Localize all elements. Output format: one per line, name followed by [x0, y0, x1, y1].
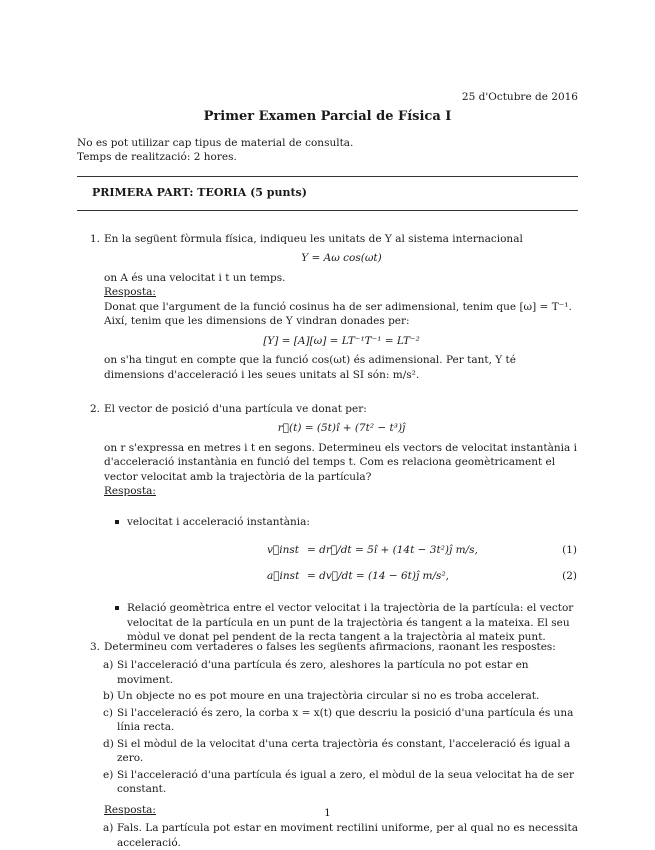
answer-conclusion: on s'ha tingut en compte que la funció cos(ωt) és adimensional. Per tant, Y té dimensions d'acceleració i les seues unitats al SI són: m/s².	[104, 354, 516, 381]
statement-item	[103, 658, 579, 687]
equation-rhs: = dr⃗/dt = 5î + (14t − 3t²)ĵ m/s,	[307, 544, 478, 557]
question-note: on A és una velocitat i t un temps.	[104, 271, 286, 284]
divider-top	[77, 176, 578, 177]
statement-text: Si l'acceleració d'una partícula és zero, aleshores la partícula no pot estar en moviment.	[117, 659, 529, 686]
statement-item	[103, 737, 579, 766]
question-note: on r s'expressa en metres i t en segons. Determineu els vectors de velocitat instantània i d'acceleració instantània en funció del temps t. Com es relaciona geomètricament el vector velocitat amb la trajectòria de la partícula?	[104, 441, 577, 483]
statement-label: c)	[103, 706, 113, 719]
statement-label: a)	[103, 659, 114, 672]
question-text: El vector de posició d'una partícula ve donat per:	[104, 403, 367, 415]
question-number: 2.	[90, 403, 101, 415]
answer-item-text: Fals. La partícula pot estar en moviment rectilini uniforme, per al qual no es necessita acceleració.	[117, 822, 578, 849]
answer-label: Resposta:	[104, 485, 156, 498]
page-number: 1	[324, 807, 331, 819]
equation-row	[77, 543, 579, 563]
equation: Y = Aω cos(ωt)	[301, 252, 382, 265]
question-1	[77, 232, 579, 382]
statement-text: Si el mòdul de la velocitat d'una certa trajectòria és constant, l'acceleració és igual a zero.	[117, 737, 571, 765]
instruction-line: No es pot utilizar cap tipus de material de consulta.	[77, 137, 354, 149]
equation-rhs: = dv⃗/dt = (14 − 6t)ĵ m/s²,	[307, 570, 449, 583]
page-title: Primer Examen Parcial de Física I	[203, 109, 452, 124]
statement-item	[103, 689, 579, 703]
bullet-text: velocitat i acceleració instantània:	[127, 516, 310, 528]
statement-label: b)	[103, 690, 114, 703]
statement-item	[103, 768, 579, 797]
answer-label: Resposta:	[104, 286, 156, 299]
question-number: 1.	[90, 233, 101, 245]
equation-row	[77, 569, 579, 589]
bullet-text: Relació geomètrica entre el vector velocitat i la trajectòria de la partícula: el vector velocitat de la partícula en un punt de la trajectòria és tangent a la mateixa. El seu mòdul ve donat pel pendent de la recta tangent a la trajectòria al mateix punt.	[127, 602, 574, 644]
question-number: 3.	[90, 641, 101, 653]
equation-number: (1)	[562, 544, 577, 557]
equation: r⃗(t) = (5t)î + (7t² − t³)ĵ	[277, 422, 406, 435]
divider-bottom	[77, 210, 578, 211]
statement-item	[103, 706, 579, 735]
question-2	[77, 402, 579, 499]
answer-label: Resposta:	[104, 803, 156, 816]
statement-text: Si l'acceleració és zero, la corba x = x(t) que descriu la posició d'una partícula és una línia recta.	[117, 706, 574, 734]
bullet-item	[127, 601, 579, 644]
equation-number: (2)	[562, 570, 577, 583]
statement-label: e)	[103, 768, 114, 781]
equation-lhs: a⃗inst	[267, 570, 300, 583]
answer-item-label: a)	[103, 822, 114, 835]
instructions	[77, 136, 577, 165]
bullet-icon	[115, 606, 119, 610]
answer-2-body	[77, 515, 579, 645]
equation-lhs: v⃗inst	[267, 544, 299, 557]
bullet-item	[127, 515, 579, 529]
exam-date: 25 d'Octubre de 2016	[461, 91, 578, 103]
question-text: Determineu com vertaderes o falses les següents afirmacions, raonant les respostes:	[104, 641, 556, 653]
answer-item	[103, 821, 579, 850]
statement-label: d)	[103, 737, 114, 750]
question-text: En la següent fòrmula física, indiqueu les unitats de Y al sistema internacional	[104, 233, 523, 245]
statement-text: Un objecte no es pot moure en una trajectòria circular si no es troba accelerat.	[117, 690, 540, 703]
section-heading: PRIMERA PART: TEORIA (5 punts)	[92, 186, 307, 199]
instruction-line: Temps de realització: 2 hores.	[77, 151, 237, 164]
answer-equation: [Y] = [A][ω] = LT⁻¹T⁻¹ = LT⁻²	[263, 334, 420, 347]
statement-text: Si l'acceleració d'una partícula és igual a zero, el mòdul de la seua velocitat ha de ser constant.	[117, 768, 575, 796]
bullet-icon	[115, 520, 119, 524]
answer-text: Donat que l'argument de la funció cosinus ha de ser adimensional, tenim que [ω] = T⁻¹. Així, tenim que les dimensions de Y vindran donades per:	[104, 300, 572, 328]
